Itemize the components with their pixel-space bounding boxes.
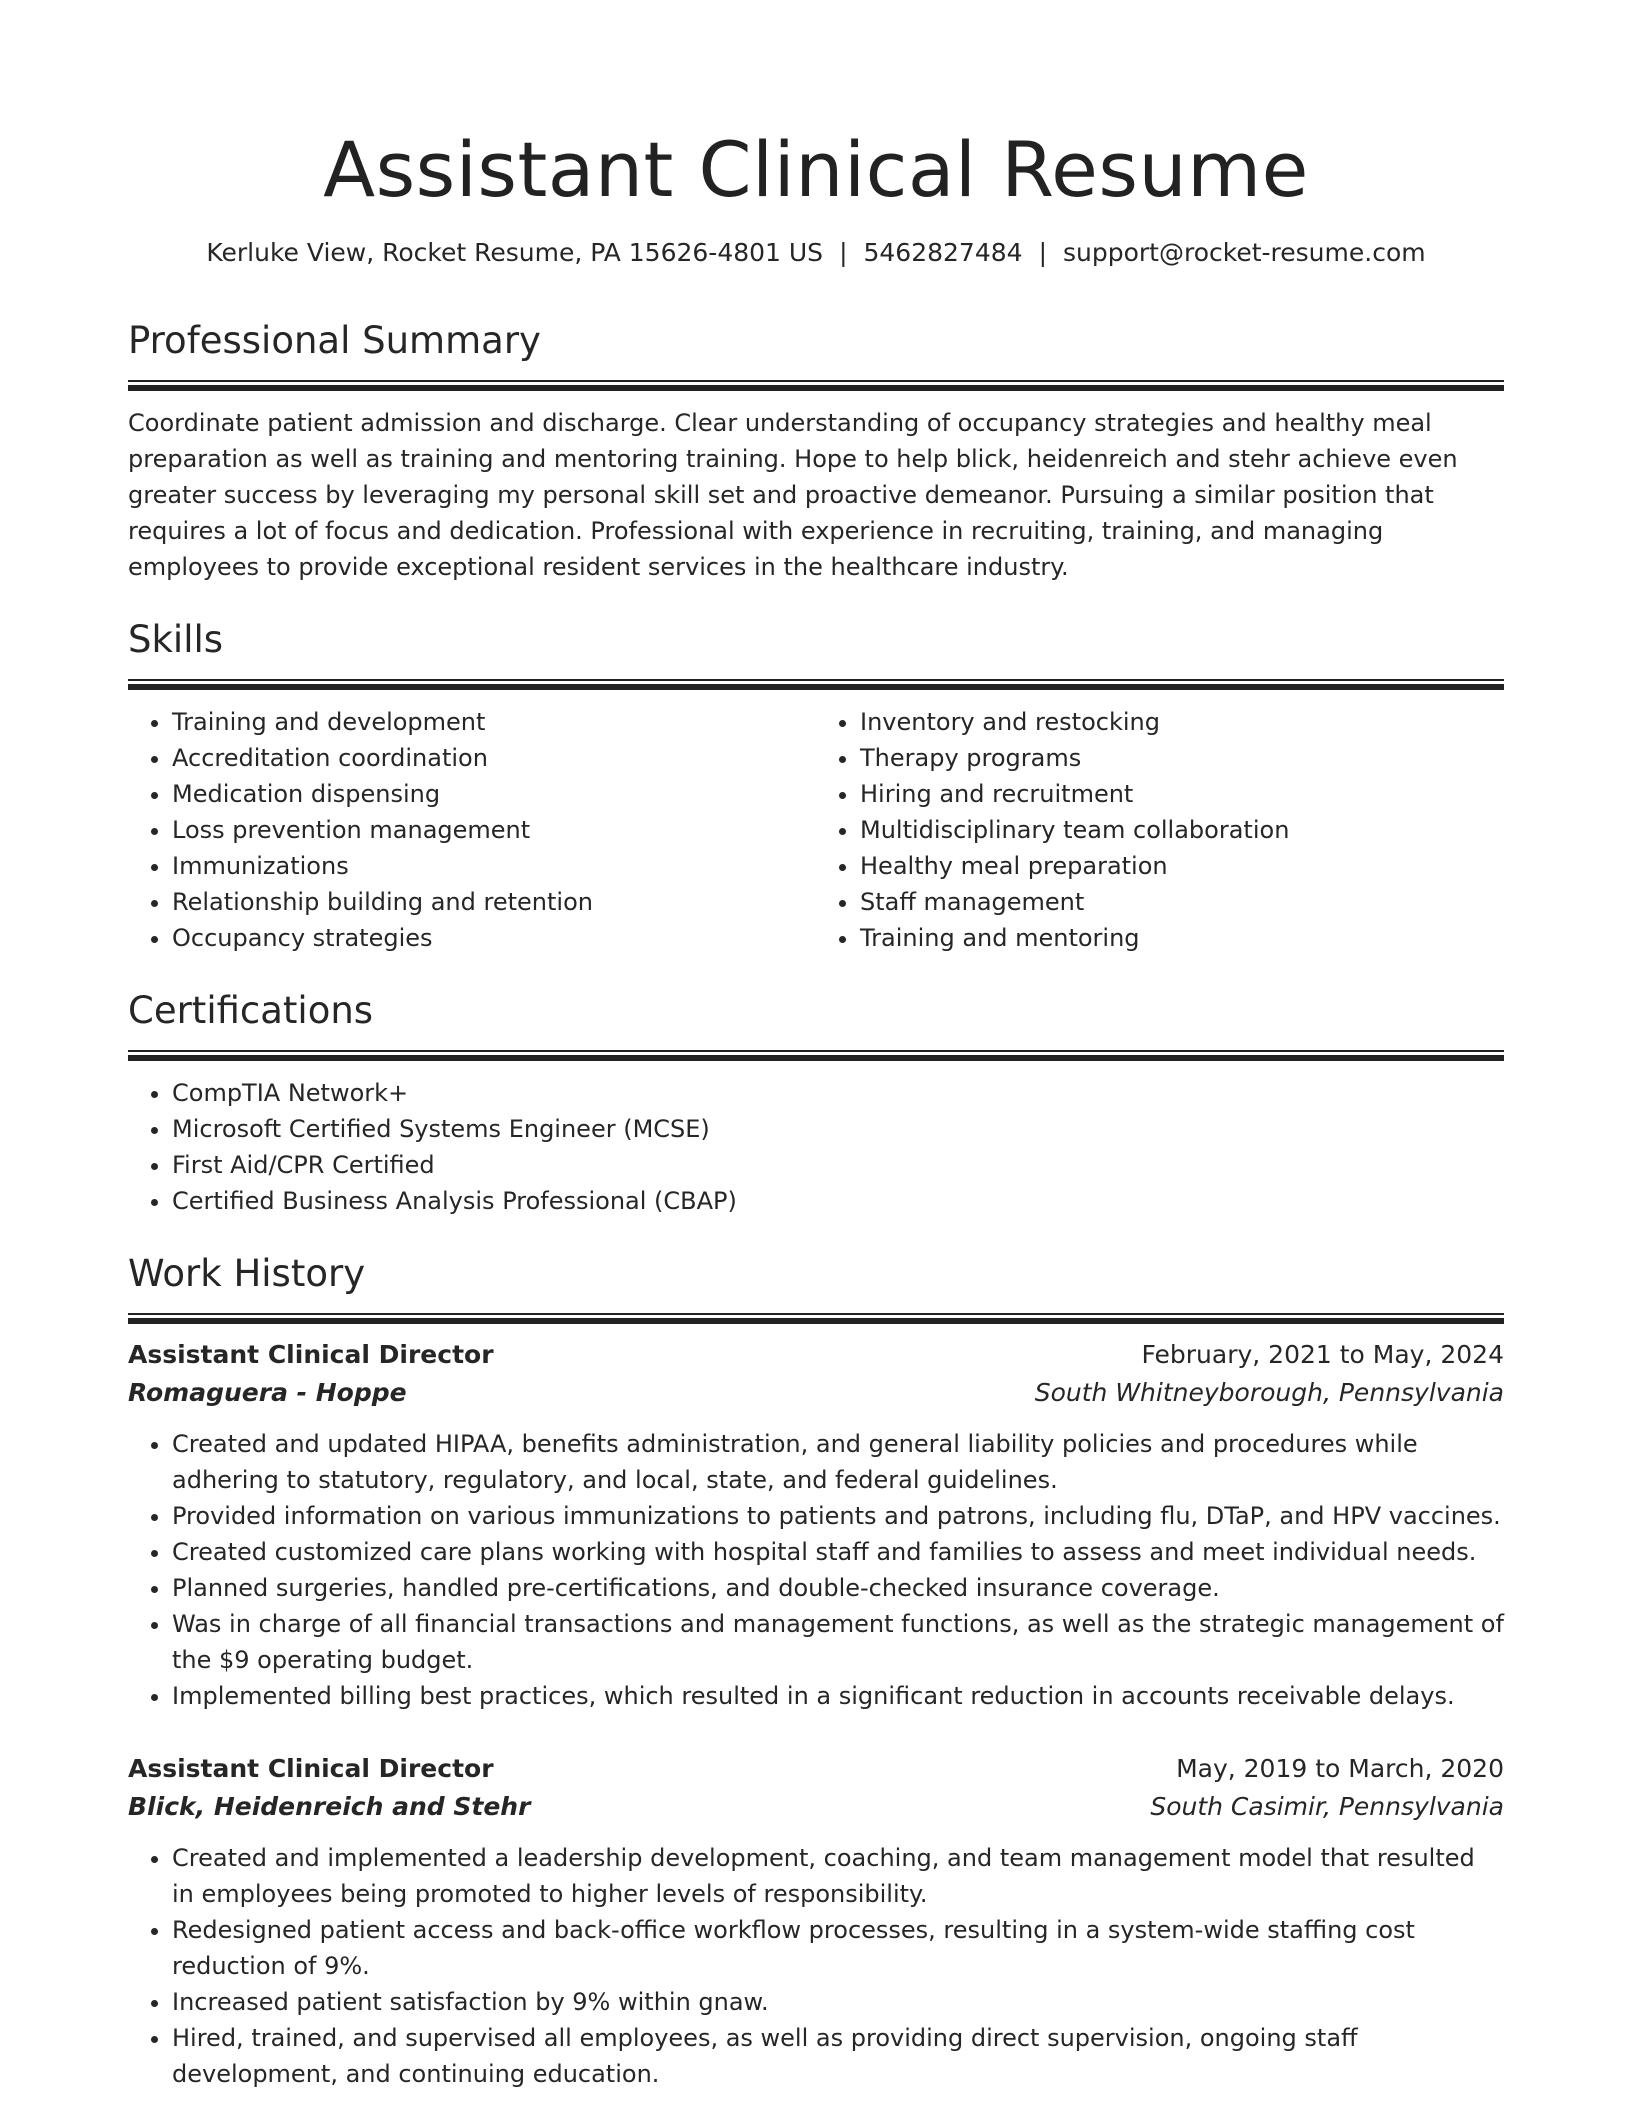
job-bullet: • Was in charge of all financial transactions and management functions, as well as the strategic management of the $9 operating budget. xyxy=(172,1606,1504,1678)
job-company-row xyxy=(128,1788,1504,1826)
skill-item: • Training and development xyxy=(172,704,816,740)
contact-address: Kerluke View, Rocket Resume, PA 15626-4801 US xyxy=(206,238,824,267)
skills-heading: Skills xyxy=(128,618,224,661)
skill-item: • Training and mentoring xyxy=(860,920,1504,956)
summary-heading: Professional Summary xyxy=(128,319,541,362)
skills-grid xyxy=(128,704,1504,956)
job-bullet: • Implemented billing best practices, which resulted in a significant reduction in accounts receivable delays. xyxy=(172,1678,1504,1714)
skill-item: • Multidisciplinary team collaboration xyxy=(860,812,1504,848)
work-history-heading: Work History xyxy=(128,1252,366,1295)
contact-email: support@rocket-resume.com xyxy=(1063,238,1426,267)
job-header-row xyxy=(128,1750,1504,1788)
skill-item: • Staff management xyxy=(860,884,1504,920)
skills-list-left xyxy=(128,704,816,956)
skill-item: • Healthy meal preparation xyxy=(860,848,1504,884)
job-bullet: • Provided information on various immunizations to patients and patrons, including flu, DTaP, and HPV vaccines. xyxy=(172,1498,1504,1534)
certifications-section xyxy=(128,986,1504,1219)
job-bullet: • Redesigned patient access and back-office workflow processes, resulting in a system-wide staffing cost reduction of 9%. xyxy=(172,1912,1504,1984)
contact-separator: | xyxy=(839,238,848,267)
certifications-heading: Certifications xyxy=(128,989,374,1032)
skill-item: • Relationship building and retention xyxy=(172,884,816,920)
skill-item: • Therapy programs xyxy=(860,740,1504,776)
certification-item: • Certified Business Analysis Professional (CBAP) xyxy=(172,1183,1504,1219)
job-entry xyxy=(128,1750,1504,2092)
summary-section xyxy=(128,316,1504,585)
job-company: Romaguera - Hoppe xyxy=(128,1378,407,1407)
skill-item: • Medication dispensing xyxy=(172,776,816,812)
job-location: South Whitneyborough, Pennsylvania xyxy=(1034,1378,1504,1407)
skills-list-right xyxy=(816,704,1504,956)
skill-item: • Loss prevention management xyxy=(172,812,816,848)
certification-item: • First Aid/CPR Certified xyxy=(172,1147,1504,1183)
skill-item: • Immunizations xyxy=(172,848,816,884)
job-dates: May, 2019 to March, 2020 xyxy=(1176,1754,1504,1783)
work-history-section xyxy=(128,1249,1504,2092)
skill-item: • Accreditation coordination xyxy=(172,740,816,776)
certification-item: • Microsoft Certified Systems Engineer (MCSE) xyxy=(172,1111,1504,1147)
job-header-row xyxy=(128,1336,1504,1374)
job-bullet: • Created customized care plans working with hospital staff and families to assess and meet individual needs. xyxy=(172,1534,1504,1570)
skills-section xyxy=(128,615,1504,956)
skill-item: • Inventory and restocking xyxy=(860,704,1504,740)
job-bullet: • Hired, trained, and supervised all employees, as well as providing direct supervision, ongoing staff development, and continuing education. xyxy=(172,2020,1504,2092)
certifications-list xyxy=(128,1075,1504,1219)
job-company: Blick, Heidenreich and Stehr xyxy=(128,1792,531,1821)
job-bullets xyxy=(128,1426,1504,1714)
job-title: Assistant Clinical Director xyxy=(128,1754,494,1783)
section-divider xyxy=(128,1313,1504,1324)
contact-line xyxy=(128,236,1504,270)
job-bullets xyxy=(128,1840,1504,2092)
summary-text: Coordinate patient admission and discharge. Clear understanding of occupancy strategies and healthy meal preparation as well as training and mentoring training. Hope to help blick, heidenreich and stehr achieve even greater success by leveraging my personal skill set and proactive demeanor. Pursuing a similar position that requires a lot of focus and dedication. Professional with experience in recruiting, training, and managing employees to provide exceptional resident services in the healthcare industry. xyxy=(128,409,1458,581)
certification-item: • CompTIA Network+ xyxy=(172,1075,1504,1111)
job-company-row xyxy=(128,1374,1504,1412)
contact-phone: 5462827484 xyxy=(863,238,1023,267)
skill-item: • Occupancy strategies xyxy=(172,920,816,956)
job-title: Assistant Clinical Director xyxy=(128,1340,494,1369)
job-bullet: • Planned surgeries, handled pre-certifications, and double-checked insurance coverage. xyxy=(172,1570,1504,1606)
job-bullet: • Created and implemented a leadership development, coaching, and team management model that resulted in employees being promoted to higher levels of responsibility. xyxy=(172,1840,1504,1912)
section-divider xyxy=(128,679,1504,690)
contact-separator: | xyxy=(1038,238,1047,267)
resume-title: Assistant Clinical Resume xyxy=(323,125,1309,214)
section-divider xyxy=(128,380,1504,391)
job-dates: February, 2021 to May, 2024 xyxy=(1141,1340,1504,1369)
job-bullet: • Increased patient satisfaction by 9% within gnaw. xyxy=(172,1984,1504,2020)
job-location: South Casimir, Pennsylvania xyxy=(1150,1792,1504,1821)
job-bullet: • Created and updated HIPAA, benefits administration, and general liability policies and procedures while adhering to statutory, regulatory, and local, state, and federal guidelines. xyxy=(172,1426,1504,1498)
skill-item: • Hiring and recruitment xyxy=(860,776,1504,812)
section-divider xyxy=(128,1050,1504,1061)
job-entry xyxy=(128,1336,1504,1714)
